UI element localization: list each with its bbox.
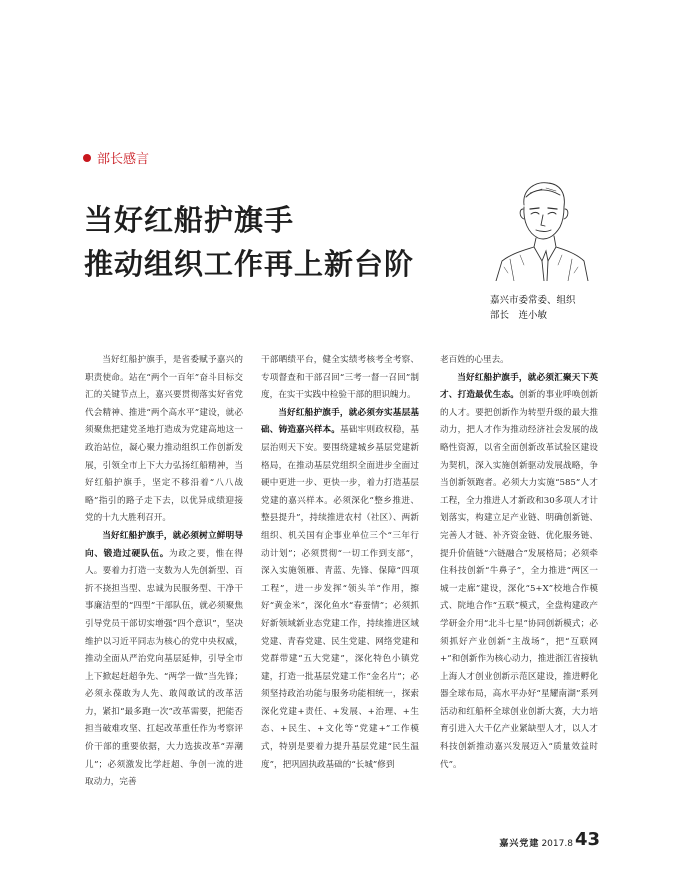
paragraph	[261, 405, 419, 774]
article-title-line-1: 当好红船护旗手	[84, 203, 295, 237]
red-dot-icon	[83, 154, 91, 162]
issue-number: 2017.8	[541, 839, 573, 849]
author-title-line-2: 部长 连小敏	[490, 310, 548, 321]
paragraph: 老百姓的心里去。	[440, 355, 509, 365]
paragraph-lead: 当好红船护旗手，就必须汇聚天下英才、打造最优生态。	[440, 372, 598, 401]
paragraph-lead: 当好红船护旗手，就必须夯实基层基础、铸造嘉兴样本。	[261, 407, 419, 436]
paragraph	[85, 528, 243, 792]
page-number: 43	[574, 829, 600, 850]
paragraph: 当好红船护旗手，是省委赋予嘉兴的职责使命。站在“两个一百年”奋斗目标交汇的关键节点上，嘉兴要贯彻落实好省党代会精神、推进“两个高水平”建设，就必须聚焦把建党圣地打造成为党建高地这一政治站位，凝心聚力推动组织工作创新发展，引领全市上下大力弘扬红船精神，当好红船护旗手，坚定不移沿着“八八战略”指引的路子走下去，以优异成绩迎接党的十九大胜利召开。	[85, 355, 243, 524]
column-kicker	[83, 148, 149, 167]
text-column-1	[85, 352, 243, 792]
text-column-2	[261, 352, 419, 774]
author-title-line-1: 嘉兴市委常委、组织	[490, 295, 576, 306]
paragraph-body: 创新的事业呼唤创新的人才。要把创新作为转型升级的最大推动力，把人才作为推动经济社会发展的战略性资源，以省全面创新改革试验区建设为契机，深入实施创新驱动发展战略，争当创新领跑者。必须大力实施“585”人才工程，全力推进人才新政和30多项人才计划落实，构建立足产业链、明确创新链、完善人才链、补齐资金链、优化服务链、提升价值链“六链融合”发展格局；必须牵住科技创新“牛鼻子”，全力推进“两区一城一走廊”建设，深化“5+X”校地合作模式、院地合作“五联”模式，全盘构建政产学研金介用“北斗七星”协同创新模式；必须抓好产业创新“主战场”，把“互联网+”和创新作为核心动力，推进浙江省接轨上海人才创业创新示范区建设，推进孵化器全球布局，高水平办好“星耀南湖”系列活动和红船杯全球创业创新大赛，大力培育引进入大千亿产业紧缺型人才，以人才科技创新推动嘉兴发展迈入“质量效益时代”。	[440, 390, 598, 770]
kicker-label: 部长感言	[97, 152, 150, 167]
article-title-line-2: 推动组织工作再上新台阶	[84, 247, 415, 281]
paragraph	[440, 370, 598, 775]
paragraph-body: 为政之要，惟在得人。要着力打造一支数为人先创新型、百折不挠担当型、忠诚为民服务型、干净干事廉洁型的“四型”干部队伍，就必须聚焦引导党员干部切实增强“四个意识”，坚决维护以习近平同志为核心的党中央权威，推动全面从严治党向基层延伸，引导全市上下掀起赶超争先、“两学一做”当先锋；必须永葆敢为人先、敢闯敢试的改革活力，紧扣“最多跑一次”改革需要，把能否担当破难攻坚、扛起改革重任作为考察评价干部的重要依据，大力选拔改革“弄潮儿”；必须激发比学赶超、争创一流的进取动力，完善	[85, 548, 243, 788]
paragraph-lead: 当好红船护旗手，就必须树立鲜明导向、锻造过硬队伍。	[85, 530, 243, 559]
magazine-name: 嘉兴党建	[499, 839, 540, 849]
author-caption	[490, 293, 600, 323]
paragraph-body: 基础牢则政权稳，基层治则天下安。要围绕建城乡基层党建新格局，在推动基层党组织全面进步全面过硬中更进一步、更快一步，着力打造基层党建的嘉兴样本。必须深化“整乡推进、整县提升”，持续推进农村（社区）、两新组织、机关国有企事业单位三个“三年行动计划”；必须贯彻“一切工作到支部”，深入实施领雁、青蓝、先锋、保障“四项工程”，进一步发挥“领头羊”作用，擦好“黄金米”，深化鱼水“春蚕情”；必须抓好新领域新业态党建工作，持续推进区域党建、青春党建、民生党建、网络党建和党群带建“五大党建”，深化特色小镇党建，打造一批基层党建工作“金名片”；必须坚持政治功能与服务功能相统一，探索深化党建+责任、+发展、+治理、+生态、+民生、+文化等“党建+”工作模式，特别是要着力提升基层党建“民生温度”，把巩固执政基础的“长城”修到	[261, 425, 419, 770]
author-portrait-sketch	[490, 175, 590, 281]
page-footer	[499, 831, 600, 849]
text-column-3	[440, 352, 598, 774]
paragraph: 干部晒绩平台，健全实绩考核考全考察、专项督查和干部召回“三考一督一召回”制度，在实干实践中检验干部的胆识魄力。	[261, 355, 419, 401]
